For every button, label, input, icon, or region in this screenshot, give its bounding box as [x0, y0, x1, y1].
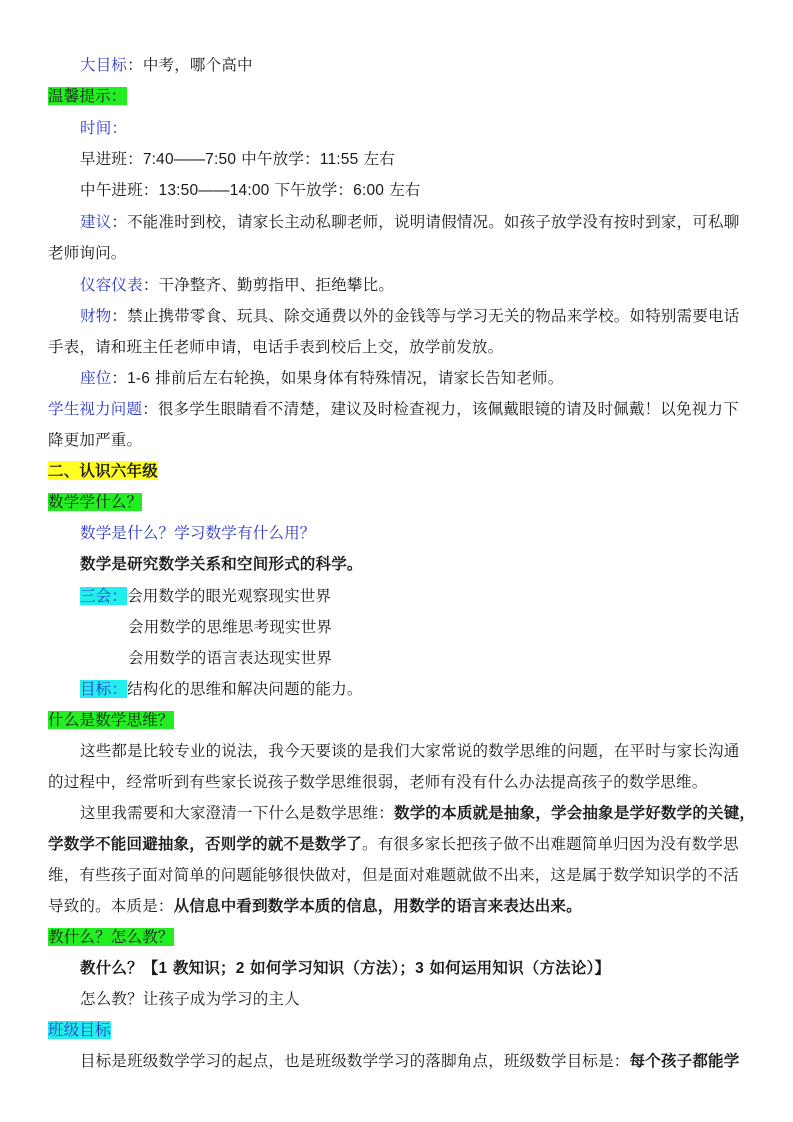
class-goal-text: 目标是班级数学学习的起点，也是班级数学学习的落脚角点，班级数学目标是：	[80, 1052, 630, 1070]
section-2-heading: 二、认识六年级	[48, 461, 158, 480]
advice-label: 建议	[80, 213, 112, 231]
teach-what-num-1: 1	[158, 960, 168, 977]
math-what-heading: 数学学什么？	[48, 493, 143, 511]
teach-what-num-3: 3	[415, 960, 424, 977]
teach-what-e: 如何学习知识（方法）；	[244, 958, 416, 977]
teach-heading: 教什么？怎么教？	[48, 928, 174, 946]
noon-class-suffix: 左右	[384, 181, 421, 199]
three-abilities-label: 三会：	[80, 587, 128, 605]
advice-line-2: 老师询问。	[48, 244, 127, 262]
three-abilities-item-1: 会用数学的眼光观察现实世界	[127, 587, 332, 605]
reminder-heading: 温馨提示：	[48, 87, 127, 105]
para1-line-1: 这些都是比较专业的说法，我今天要谈的是我们大家常说的数学思维的问题，在平时与家长沟通	[80, 742, 740, 760]
appearance-line	[80, 274, 394, 296]
para2-essence: 从信息中看到数学本质的信息，用数学的语言来表达出来。	[173, 896, 582, 915]
class-goal-line	[80, 1050, 739, 1072]
seats-line	[80, 367, 563, 390]
vision-label: 学生视力问题	[48, 400, 143, 418]
belongings-label: 财物	[80, 307, 112, 325]
three-abilities-line-1	[80, 585, 331, 607]
para2-line-3: 维，有些孩子面对简单的问题能够很快做对，但是面对难题就做不出来，这是属于数学知识学的不活	[48, 866, 739, 884]
advice-line-1	[80, 211, 739, 233]
para2-line-1	[80, 802, 755, 824]
para2-emphasis-2: 学数学不能回避抽象，否则学的就不是数学了	[48, 834, 363, 853]
early-class-suffix: 左右	[358, 150, 395, 168]
thinking-heading: 什么是数学思维？	[48, 711, 174, 729]
class-goal-heading: 班级目标	[48, 1021, 111, 1039]
advice-text: ：不能准时到校，请家长主动私聊老师，说明请假情况。如孩子放学没有按时到家，可私聊	[111, 213, 740, 231]
math-question: 数学是什么？学习数学有什么用？	[80, 524, 316, 542]
teach-what-c: 教知识；	[167, 958, 236, 977]
teach-what-num-2: 2	[235, 960, 245, 977]
vision-line-2: 降更加严重。	[48, 431, 143, 449]
appearance-label: 仪容仪表	[80, 276, 143, 294]
teach-heading-line	[48, 926, 174, 948]
noon-dismiss-label: 中午放学：	[236, 150, 320, 168]
vision-line-1	[48, 398, 739, 420]
seats-sep: ：	[111, 369, 128, 387]
goal-sep: ：	[127, 56, 143, 74]
math-definition: 数学是研究数学关系和空间形式的科学。	[80, 554, 363, 573]
three-abilities-item-2: 会用数学的思维思考现实世界	[128, 618, 333, 636]
belongings-line-2: 手表，请和班主任老师申请，电话手表到校后上交，放学前发放。	[48, 338, 504, 356]
vision-text: ：很多学生眼睛看不清楚，建议及时检查视力，该佩戴眼镜的请及时佩戴！以免视力下	[142, 400, 739, 418]
para2-intro: 这里我需要和大家澄清一下什么是数学思维：	[80, 804, 395, 822]
noon-class-line	[80, 179, 421, 202]
appearance-text: ：干净整齐、勤剪指甲、拒绝攀比。	[142, 276, 395, 294]
goal-text: 中考，哪个高中	[142, 56, 253, 74]
target-text: 结构化的思维和解决问题的能力。	[127, 680, 363, 698]
early-class-label: 早进班：	[80, 150, 143, 168]
three-abilities-item-3: 会用数学的语言表达现实世界	[128, 649, 333, 667]
target-label: 目标：	[80, 680, 128, 698]
belongings-line-1	[80, 305, 739, 327]
para2-line-2	[48, 833, 739, 855]
time-label: 时间：	[80, 119, 128, 137]
teach-how: 怎么教？让孩子成为学习的主人	[80, 990, 300, 1008]
goal-line	[80, 54, 253, 76]
target-line	[80, 678, 363, 700]
section-2-heading-line	[48, 460, 158, 482]
class-goal-heading-line	[48, 1019, 111, 1041]
teach-what-a: 教什么？【	[80, 958, 159, 977]
reminder-heading-line	[48, 85, 127, 107]
para2-essence-label: 导致的。本质是：	[48, 897, 174, 915]
para2-emphasis-1: 数学的本质就是抽象，学会抽象是学好数学的关键，	[394, 803, 756, 822]
math-what-heading-line	[48, 491, 142, 513]
seats-rows: 1-6	[127, 370, 151, 387]
afternoon-dismiss-time: 6:00	[353, 182, 385, 199]
seats-text: 排前后左右轮换，如果身体有特殊情况，请家长告知老师。	[150, 369, 564, 387]
teach-what-g: 如何运用知识（方法论）】	[423, 958, 611, 977]
belongings-text: ：禁止携带零食、玩具、除交通费以外的金钱等与学习无关的物品来学校。如特别需要电话	[111, 307, 740, 325]
thinking-heading-line	[48, 709, 174, 731]
noon-dismiss-time: 11:55	[319, 151, 359, 168]
afternoon-dismiss-label: 下午放学：	[269, 181, 354, 199]
para1-line-2: 的过程中，经常听到有些家长说孩子数学思维很弱，老师有没有什么办法提高孩子的数学思维。	[48, 773, 708, 791]
class-goal-emphasis: 每个孩子都能学	[629, 1051, 740, 1070]
para2-line-4	[48, 895, 582, 917]
noon-class-time: 13:50——14:00	[158, 182, 270, 199]
early-class-line	[80, 148, 395, 171]
teach-what-line	[80, 957, 610, 980]
goal-label: 大目标	[80, 56, 128, 74]
para2-text-2: 。有很多家长把孩子做不出难题简单归因为没有数学思	[362, 835, 739, 853]
noon-class-label: 中午进班：	[80, 181, 159, 199]
early-class-time: 7:40——7:50	[142, 151, 237, 168]
seats-label: 座位	[80, 369, 112, 387]
